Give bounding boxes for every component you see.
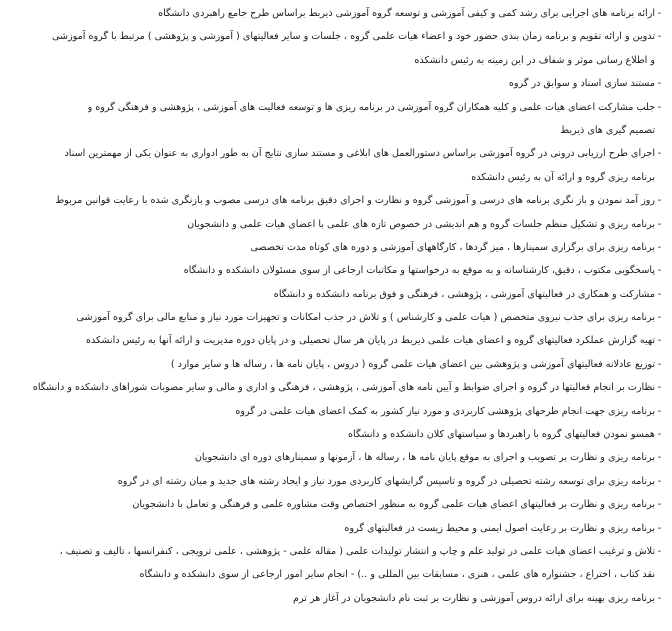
bullet-dash: - [657,499,662,511]
line-text: برنامه ریزی و تشکیل منظم جلسات گروه و هم اندیشی در خصوص تازه های علمی با اعضای هیات علمی و دانشجویان [187,218,655,230]
text-line [6,563,664,586]
text-line [6,517,664,540]
bullet-dash: - [657,522,662,534]
text-line [6,540,664,563]
line-text: برنامه ریزی و نظارت بر فعالیتهای اعضای هیات علمی گروه به منظور اختصاص وقت مشاوره علمی و فرهنگی و تعامل با دانشجویان [132,499,655,511]
bullet-dash: - [657,382,662,394]
text-line [6,49,664,72]
text-line [6,236,664,259]
text-line [6,587,664,610]
line-text: نقد کتاب ، اختراع ، جشنواره های علمی ، هنری ، مسابقات بین المللی و ..) - انجام سایر امور ارجاعی از سوی دانشکده و دانشگاه [139,569,655,581]
line-text: برنامه ریزی برای برگزاری سمینارها ، میز گردها ، کارگاههای آموزشی و دوره های کوتاه مدت تخصصی [250,241,655,253]
line-text: ارائه برنامه های اجرایی برای رشد کمی و کیفی آموزشی و توسعه گروه آموزشی ذیربط براساس طرح جامع راهبردی دانشگاه [158,8,655,19]
line-text: برنامه ریزی جهت انجام طرحهای پژوهشی کاربردی و مورد نیاز کشور به کمک اعضای هیات علمی در گروه [235,405,655,417]
bullet-dash: - [657,78,662,90]
line-text: تصمیم گیری های ذیربط [560,124,655,136]
bullet-dash: - [657,429,662,441]
text-line [6,166,664,189]
line-text: برنامه ریزی و نظارت بر رعایت اصول ایمنی و محیط زیست در فعالیتهای گروه [344,522,655,534]
text-line [6,72,664,95]
line-text: مشارکت و همکاری در فعالیتهای آموزشی ، پژوهشی ، فرهنگی و فوق برنامه دانشکده و دانشگاه [273,288,655,300]
text-line [6,96,664,119]
line-text: برنامه ریزی برای جذب نیروی متخصص ( هیات علمی و کارشناس ) و تلاش در جذب امکانات و تجهیزات مورد نیاز و منابع مالی برای گروه آموزشی [76,312,655,324]
text-line [6,2,664,25]
bullet-dash: - [657,545,662,557]
bullet-dash: - [657,358,662,370]
bullet-dash: - [657,405,662,417]
line-text: تهیه گزارش عملکرد فعالیتهای گروه و اعضای هیات علمی ذیربط در پایان هر سال تحصیلی و در پایان دوره مدیریت و ارائه آنها به رئیس دانشکده [85,335,655,347]
line-text: همسو نمودن فعالیتهای گروه با راهبردها و سیاستهای کلان دانشکده و دانشگاه [348,429,655,441]
text-line [6,142,664,165]
line-text: برنامه ریزی بهینه برای ارائه دروس آموزشی و نظارت بر ثبت نام دانشجویان در آغاز هر ترم [293,592,655,604]
bullet-dash: - [657,31,662,43]
text-line [6,25,664,48]
text-line [6,493,664,516]
line-text: برنامه ریزی و نظارت بر تصویب و اجرای به موقع پایان نامه ها ، رساله ها ، آزمونها و سمینارهای دوره ای دانشجویان [194,452,655,464]
text-line [6,259,664,282]
line-text: توزیع عادلانه فعالیتهای آموزشی و پژوهشی بین اعضای هیات علمی گروه ( دروس ، پایان نامه ها ، رساله ها و سایر موارد ) [170,358,655,370]
text-line [6,446,664,469]
text-line [6,189,664,212]
text-line [6,423,664,446]
line-text: تدوین و ارائه تقویم و برنامه زمان بندی حضور خود و اعضاء هیات علمی گروه ، جلسات و سایر فعالیتهای ( آموزشی و پژوهشی ) مرتبط با گروه آموزشی [52,31,655,43]
line-text: روز آمد نمودن و باز نگری برنامه های درسی و آموزشی گروه و نظارت و اجرای دقیق برنامه های درسی مصوب و بازنگری شده با رعایت قوانین مربوط [55,195,655,207]
bullet-dash: - [657,312,662,324]
line-text: تلاش و ترغیب اعضای هیات علمی در تولید علم و چاپ و انتشار تولیدات علمی ( مقاله علمی - پژوهشی ، علمی ترویجی ، کنفرانسها ، تالیف و تصنیف ، [59,545,655,557]
line-text: نظارت بر انجام فعالیتها در گروه و اجرای ضوابط و آیین نامه های آموزشی ، پژوهشی ، فرهنگی و اداری و مالی و سایر مصوبات شوراهای دانشکده و دانشگاه [32,382,655,394]
bullet-dash: - [657,195,662,207]
text-line [6,119,664,142]
bullet-dash: - [657,288,662,300]
bullet-dash: - [657,335,662,347]
line-text: جلب مشارکت اعضای هیات علمی و کلیه همکاران گروه آموزشی در برنامه ریزی ها و توسعه فعالیت های آموزشی ، پژوهشی و فرهنگی گروه و [87,101,655,113]
text-line [6,376,664,399]
bullet-dash: - [657,101,662,113]
bullet-dash: - [657,218,662,230]
line-text: پاسخگویی مکتوب ، دقیق، کارشناسانه و به موقع به درخواستها و مکاتبات ارجاعی از سوی مسئولان دانشکده و دانشگاه [183,265,655,277]
line-text: مستند سازی اسناد و سوابق در گروه [508,78,655,90]
text-line [6,306,664,329]
bullet-dash: - [657,475,662,487]
bullet-dash: - [657,452,662,464]
text-line [6,400,664,423]
bullet-dash: - [657,8,662,19]
bullet-dash: - [657,592,662,604]
text-line [6,213,664,236]
line-text: و اطلاع رسانی موثر و شفاف در این زمینه به رئیس دانشکده [414,54,655,66]
text-line [6,470,664,493]
line-text: اجرای طرح ارزیابی درونی در گروه آموزشی براساس دستورالعمل های ابلاغی و مستند سازی نتایج آن به طور ادواری به عنوان یکی از مهمترین اسناد [64,148,655,160]
line-text: برنامه ریزی گروه و ارائه آن به رئیس دانشکده [471,171,655,183]
text-line [6,283,664,306]
bullet-dash: - [657,241,662,253]
bullet-dash: - [657,265,662,277]
line-text: برنامه ریزی برای توسعه رشته تحصیلی در گروه و تاسیس گرایشهای کاربردی مورد نیاز و ایجاد رشته های جدید و میان رشته ای در گروه [117,475,655,487]
text-line [6,329,664,352]
text-line [6,353,664,376]
bullet-dash: - [657,148,662,160]
